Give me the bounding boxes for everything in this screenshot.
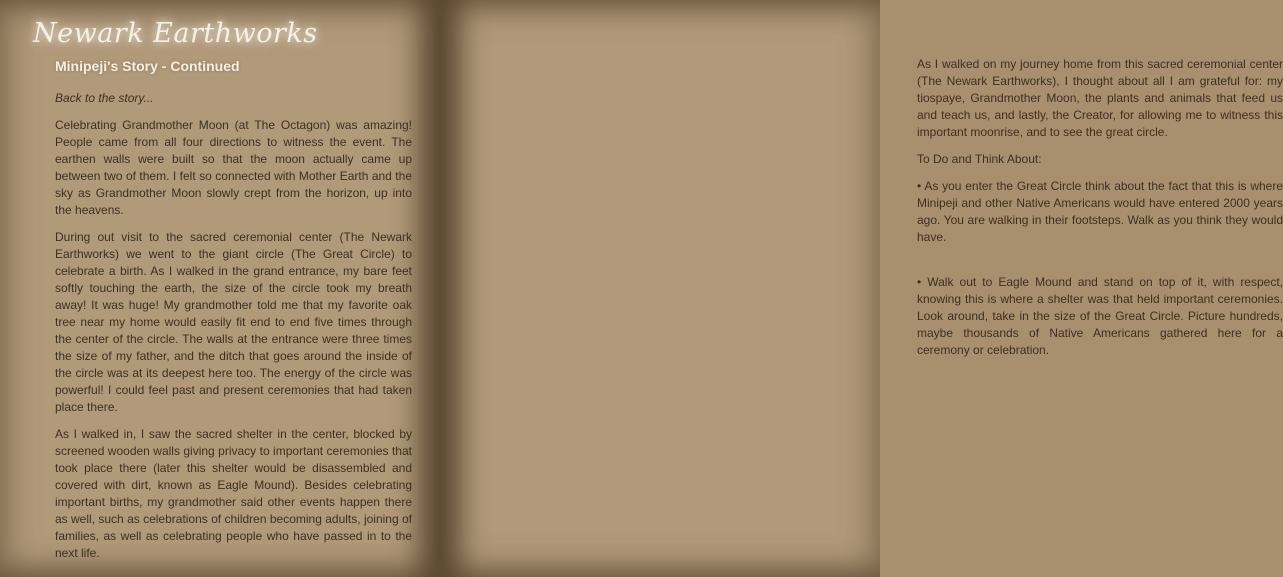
story-paragraph-great-circle: During out visit to the sacred ceremonial center (The Newark Earthworks) we went to the giant circle (The Great Circle) to celebrate a birth. As I walked in the grand entrance, my bare feet softly touching the earth, the size of the circle took my breath away! It was huge! My grandmother told me that my favorite oak tree near my home would easily fit end to end five times through the center of the circle. The walls at the entrance were three times the size of my father, and the ditch that goes around the inside of the circle was at its deepest here too. The energy of the circle was powerful! I could feel past and present ceremonies that had taken place there. xyxy=(55,230,412,414)
book-spine xyxy=(432,0,448,577)
to-do-bullet-eagle-mound: • Walk out to Eagle Mound and stand on top of it, with respect, knowing this is where a shelter was that held important ceremonies. Look around, take in the size of the Great Circle. Picture hundreds, maybe thousands of Native Americans gathered here for a ceremony or celebration. xyxy=(917,275,1283,357)
to-do-heading: To Do and Think About: xyxy=(917,152,1042,166)
story-intro: Back to the story... xyxy=(55,91,154,105)
bullet-spacer xyxy=(917,256,1283,274)
site-title-logo[interactable]: Newark Earthworks xyxy=(33,18,318,49)
left-column xyxy=(55,90,412,572)
right-column xyxy=(917,56,1283,369)
page-subtitle: Minipeji's Story - Continued xyxy=(55,58,240,74)
right-page xyxy=(440,0,1283,577)
left-page xyxy=(0,0,440,577)
to-do-bullet-enter-circle: • As you enter the Great Circle think about the fact that this is where Minipeji and other Native Americans would have entered 2000 years ago. You are walking in their footsteps. Walk as you think they would have. xyxy=(917,179,1283,244)
story-paragraph-journey-home: As I walked on my journey home from this sacred ceremonial center (The Newark Earthworks), I thought about all I am grateful for: my tiospaye, Grandmother Moon, the plants and animals that feed us and teach us, and lastly, the Creator, for allowing me to witness this important moonrise, and to see the great circle. xyxy=(917,57,1283,139)
story-paragraph-octagon: Celebrating Grandmother Moon (at The Octagon) was amazing! People came from all four directions to witness the event. The earthen walls were built so that the moon actually came up between two of them. I felt so connected with Mother Earth and the sky as Grandmother Moon slowly crept from the horizon, up into the heavens. xyxy=(55,118,412,217)
story-paragraph-shelter: As I walked in, I saw the sacred shelter in the center, blocked by screened wooden walls giving privacy to important ceremonies that took place there (later this shelter would be disassembled and covered with dirt, known as Eagle Mound). Besides celebrating important births, my grandmother said other events happen there as well, such as celebrations of children becoming adults, joining of families, as well as celebrating people who have passed in to the next life. xyxy=(55,427,412,560)
